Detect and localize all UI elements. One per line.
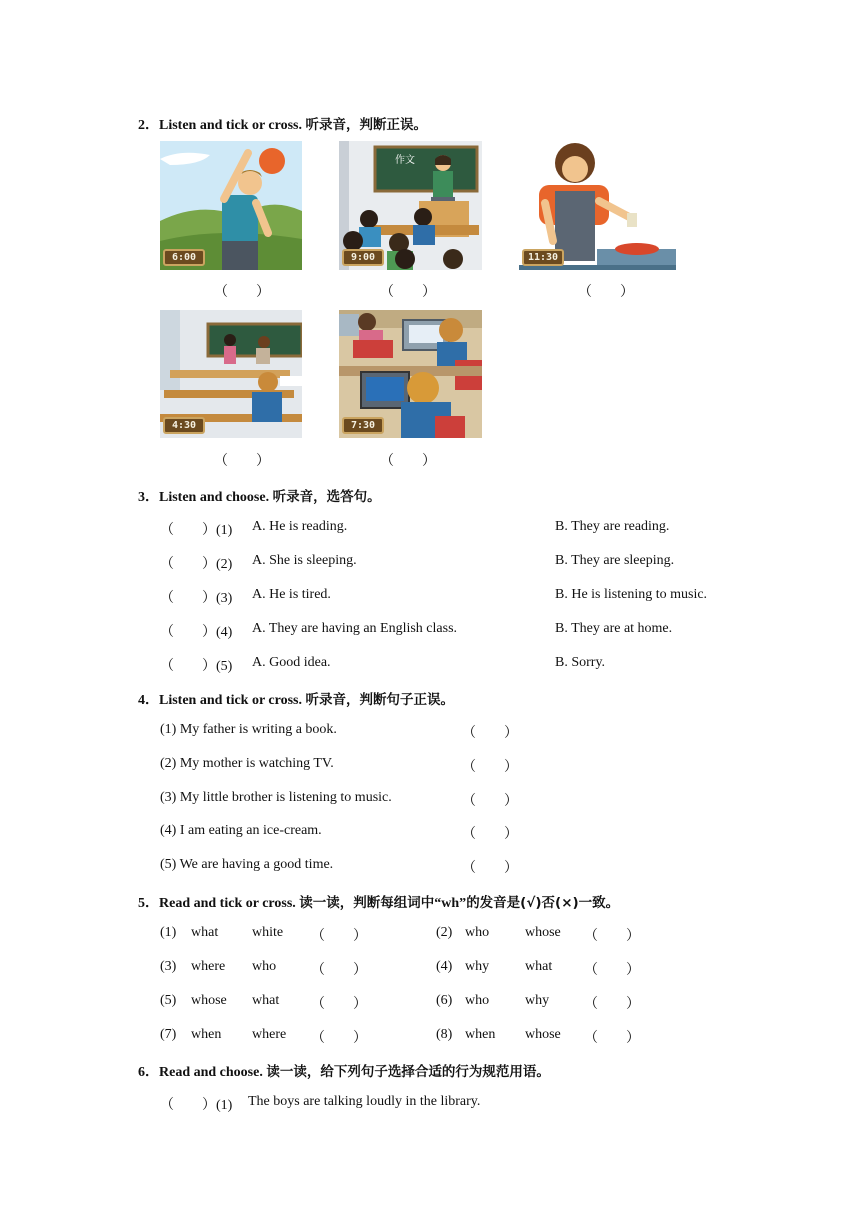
q3-item-5-num[interactable]: （ ）(5) [160, 659, 233, 674]
q5-item-5-num: (5) [160, 993, 177, 1008]
q2-blank-5[interactable]: （ ） [380, 454, 436, 469]
q5-item-3-word-1: where [191, 959, 226, 974]
q5-item-7-num: (7) [160, 1027, 177, 1042]
clock-7-30: 7:30 [342, 417, 384, 434]
q2-blank-4[interactable]: （ ） [214, 454, 270, 469]
q5-item-6-blank[interactable]: （ ） [584, 997, 640, 1012]
q5-item-2-blank[interactable]: （ ） [584, 929, 640, 944]
q3-item-1-option-b: B. They are reading. [555, 519, 670, 534]
q5-item-6-word-2: why [525, 993, 550, 1008]
q5-item-1-word-2: white [252, 925, 284, 940]
q4-title-en: 4．Listen and tick or cross. [138, 693, 302, 708]
picture-woman-cooking [519, 141, 676, 270]
q4-item-1-text: (1) My father is writing a book. [160, 722, 337, 737]
q5-item-7-word-2: where [252, 1027, 287, 1042]
q4-item-5-blank[interactable]: （ ） [462, 861, 518, 876]
q6-item-1-num[interactable]: （ ）(1) [160, 1098, 233, 1113]
q3-item-5-option-b: B. Sorry. [555, 655, 606, 670]
q5-item-5-word-1: whose [191, 993, 227, 1008]
picture-teacher-classroom [339, 141, 482, 270]
q6-title [138, 1060, 550, 1081]
q5-title-cn-1: 读一读，判断每组词中 [299, 895, 435, 911]
q2-title-cn: 听录音，判断正误。 [305, 117, 427, 133]
q5-item-4-word-1: why [465, 959, 490, 974]
clock-6-00: 6:00 [163, 249, 205, 266]
q5-item-4-blank[interactable]: （ ） [584, 963, 640, 978]
clock-9-00: 9:00 [342, 249, 384, 266]
q4-item-1-blank[interactable]: （ ） [462, 726, 518, 741]
q2-blank-3[interactable]: （ ） [578, 285, 634, 300]
q4-item-4-text: (4) I am eating an ice-cream. [160, 823, 322, 838]
q5-item-8-word-2: whose [525, 1027, 561, 1042]
picture-computer-class [339, 310, 482, 438]
q5-item-8-word-1: when [465, 1027, 496, 1042]
q3-item-1-option-a: A. He is reading. [252, 519, 348, 534]
q6-title-en: 6．Read and choose. [138, 1065, 263, 1080]
q5-item-8-blank[interactable]: （ ） [584, 1031, 640, 1046]
q3-title-en: 3．Listen and choose. [138, 490, 270, 505]
q6-title-cn: 读一读，给下列句子选择合适的行为规范用语。 [266, 1064, 550, 1080]
q5-item-1-num: (1) [160, 925, 177, 940]
q5-item-3-num: (3) [160, 959, 177, 974]
q4-item-2-text: (2) My mother is watching TV. [160, 756, 334, 771]
q5-item-2-word-1: who [465, 925, 490, 940]
q5-item-5-blank[interactable]: （ ） [311, 997, 367, 1012]
picture-cleaning-classroom [160, 310, 302, 438]
q5-item-4-num: (4) [436, 959, 453, 974]
q3-item-3-option-a: A. He is tired. [252, 587, 331, 602]
q3-item-4-option-a: A. They are having an English class. [252, 621, 458, 636]
q3-item-2-option-a: A. She is sleeping. [252, 553, 357, 568]
q2-blank-1[interactable]: （ ） [214, 285, 270, 300]
q5-item-3-blank[interactable]: （ ） [311, 963, 367, 978]
q3-item-5-option-a: A. Good idea. [252, 655, 331, 670]
q5-item-4-word-2: what [525, 959, 553, 974]
q3-title-cn: 听录音，选答句。 [272, 489, 381, 505]
q3-title [138, 485, 381, 506]
q4-item-5-text: (5) We are having a good time. [160, 857, 334, 872]
q4-item-3-text: (3) My little brother is listening to music. [160, 790, 392, 805]
q4-title-cn: 听录音，判断句子正误。 [305, 692, 454, 708]
q5-item-7-word-1: when [191, 1027, 222, 1042]
q5-item-6-num: (6) [436, 993, 453, 1008]
q5-title-wh: “wh” [434, 896, 467, 911]
q5-item-7-blank[interactable]: （ ） [311, 1031, 367, 1046]
q3-item-4-num[interactable]: （ ）(4) [160, 625, 233, 640]
clock-4-30: 4:30 [163, 417, 205, 434]
q4-item-3-blank[interactable]: （ ） [462, 794, 518, 809]
picture-boy-exercising [160, 141, 302, 270]
q3-item-4-option-b: B. They are at home. [555, 621, 673, 636]
q3-item-2-num[interactable]: （ ）(2) [160, 557, 233, 572]
q4-item-4-blank[interactable]: （ ） [462, 827, 518, 842]
q4-item-2-blank[interactable]: （ ） [462, 760, 518, 775]
q5-title-en: 5．Read and tick or cross. [138, 896, 296, 911]
q5-item-2-word-2: whose [525, 925, 561, 940]
q3-item-1-num[interactable]: （ ）(1) [160, 523, 233, 538]
q2-blank-2[interactable]: （ ） [380, 285, 436, 300]
q5-title-cn-2: 的发音是(√)否(×)一致。 [466, 895, 620, 911]
q4-title [138, 688, 454, 709]
q5-item-1-word-1: what [191, 925, 219, 940]
q5-item-3-word-2: who [252, 959, 277, 974]
q3-item-3-option-b: B. He is listening to music. [555, 587, 708, 602]
q5-item-6-word-1: who [465, 993, 490, 1008]
q3-item-3-num[interactable]: （ ）(3) [160, 591, 233, 606]
q2-title [138, 113, 427, 134]
q5-title [138, 891, 619, 912]
svg-text:作文: 作文 [395, 155, 415, 166]
q5-item-5-word-2: what [252, 993, 280, 1008]
q3-item-2-option-b: B. They are sleeping. [555, 553, 675, 568]
q2-title-en: 2．Listen and tick or cross. [138, 118, 302, 133]
q5-item-8-num: (8) [436, 1027, 453, 1042]
q5-item-1-blank[interactable]: （ ） [311, 929, 367, 944]
q6-item-1-text: The boys are talking loudly in the library. [248, 1094, 481, 1109]
clock-11-30: 11:30 [522, 249, 564, 266]
q5-item-2-num: (2) [436, 925, 453, 940]
